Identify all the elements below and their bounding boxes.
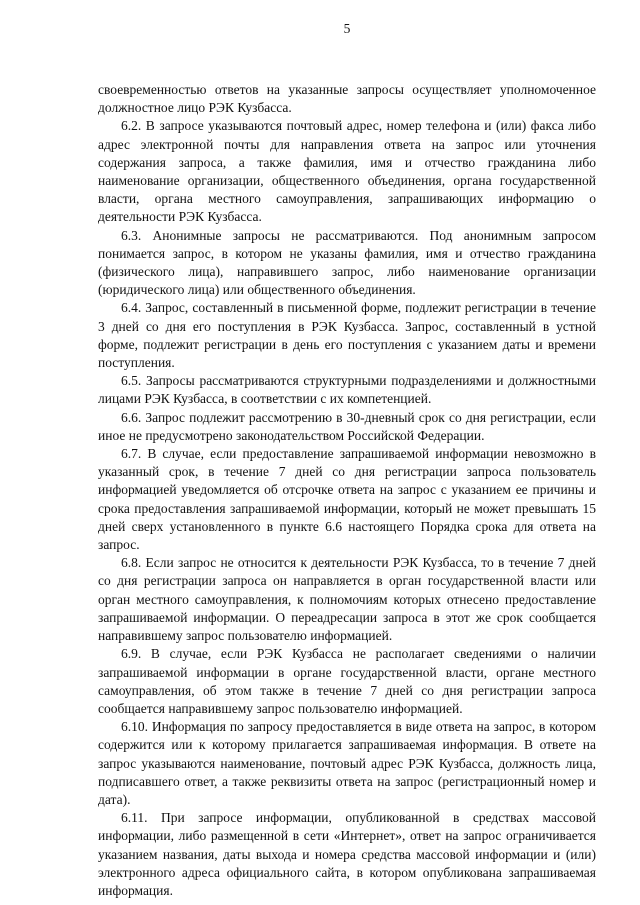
paragraph-6-11: 6.11. При запросе информации, опубликованной в средствах массовой информации, либо размещенной в сети «Интернет», ответ на запрос ограничивается указанием названия, даты выхода и номера средства массовой информации и (или) электронного адреса официального сайта, в котором опубликована запрашиваемая информация. (98, 810, 596, 898)
paragraph-6-6: 6.6. Запрос подлежит рассмотрению в 30-дневный срок со дня регистрации, если иное не предусмотрено законодательством Российской Федерации. (98, 409, 596, 443)
paragraph-6-5: 6.5. Запросы рассматриваются структурными подразделениями и должностными лицами РЭК Кузбасса, в соответствии с их компетенцией. (98, 373, 596, 407)
paragraph-6-7: 6.7. В случае, если предоставление запрашиваемой информации невозможно в указанный срок, в течение 7 дней со дня регистрации запроса пользователь информацией уведомляется об отсрочке ответа на запрос с указанием ее причины и срока предоставления запрашиваемой информации, который не может превышать 15 дней сверх установленного в пункте 6.6 настоящего Порядка срока для ответа на запрос. (98, 446, 596, 553)
paragraph-6-10: 6.10. Информация по запросу предоставляется в виде ответа на запрос, в котором содержится или к которому прилагается запрашиваемая информация. В ответе на запрос указываются наименование, почтовый адрес РЭК Кузбасса, должность лица, подписавшего ответ, а также реквизиты ответа на запрос (регистрационный номер и дата). (98, 719, 596, 807)
paragraph-continuation: своевременностью ответов на указанные запросы осуществляет уполномоченное должностное лицо РЭК Кузбасса. (98, 82, 596, 116)
paragraph-6-3: 6.3. Анонимные запросы не рассматриваются. Под анонимным запросом понимается запрос, в котором не указаны фамилия, имя и отчество гражданина (физического лица), направившего запрос, либо наименование организации (юридического лица) или общественного объединения. (98, 227, 596, 298)
paragraph-6-2: 6.2. В запросе указываются почтовый адрес, номер телефона и (или) факса либо адрес электронной почты для направления ответа на запрос или уточнения содержания запроса, а также фамилия, имя и отчество гражданина либо наименование организации, общественного объединения, органа государственной власти, органа местного самоуправления, запрашивающих информацию о деятельности РЭК Кузбасса. (98, 118, 596, 225)
page-number: 5 (343, 21, 351, 36)
paragraph-6-8: 6.8. Если запрос не относится к деятельности РЭК Кузбасса, то в течение 7 дней со дня регистрации запроса он направляется в орган государственной власти или орган местного самоуправления, к полномочиям которых отнесено предоставление запрашиваемой информации. О переадресации запроса в этот же срок сообщается направившему запрос пользователю информацией. (98, 555, 596, 644)
document-body (98, 81, 596, 900)
paragraph-6-9: 6.9. В случае, если РЭК Кузбасса не располагает сведениями о наличии запрашиваемой информации в органе государственной власти, органе местного самоуправления, об этом также в течение 7 дней со дня регистрации запроса сообщается направившему запрос пользователю информацией. (98, 646, 596, 716)
paragraph-6-4: 6.4. Запрос, составленный в письменной форме, подлежит регистрации в течение 3 дней со дня его поступления в РЭК Кузбасса. Запрос, составленный в устной форме, подлежит регистрации в день его поступления с указанием даты и времени поступления. (98, 300, 596, 371)
